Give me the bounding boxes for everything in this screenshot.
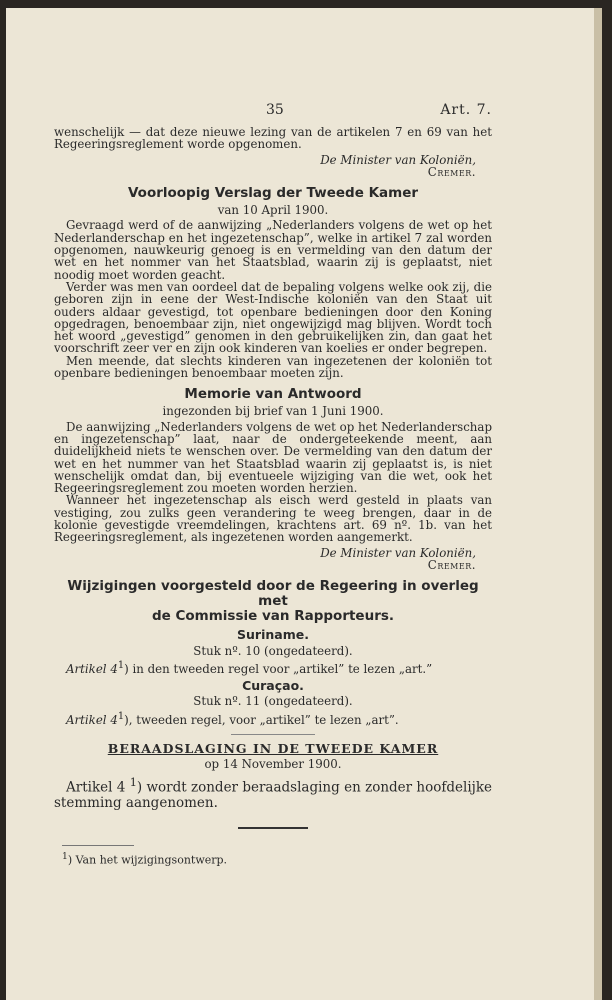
memorie-signature-name: Cremer. bbox=[427, 557, 476, 572]
memorie-signature-title: De Minister van Koloniën, bbox=[320, 545, 476, 560]
intro-signature-name: Cremer. bbox=[427, 164, 476, 179]
running-header bbox=[54, 104, 492, 124]
wijzigingen-heading-line-1: Wijzigingen voorgesteld door de Regeering in overleg met bbox=[67, 578, 479, 610]
wijzigingen-heading-line-2: de Commissie van Rapporteurs. bbox=[151, 608, 395, 625]
curacao-heading: Curaçao. bbox=[242, 678, 304, 694]
page-content bbox=[54, 104, 492, 867]
verslag-paragraph-3: Men meende, dat slechts kinderen van ingezetenen der koloniën tot openbare bedieningen benoembaar moeten zijn. bbox=[54, 353, 492, 381]
memorie-paragraph-2: Wanneer het ingezetenschap als eisch werd gesteld in plaats van vestiging, zou zulks geen verandering te weeg brengen, daar in de kolonie gevestigde vreemdelingen, krachtens art. 69 nº. 1b. van het Regeeringsreglement, als ingezetenen worden aangemerkt. bbox=[54, 493, 492, 545]
beraadslaging-heading: BERAADSLAGING IN DE TWEEDE KAMER bbox=[107, 740, 439, 756]
memorie-date: ingezonden bij brief van 1 Juni 1900. bbox=[162, 404, 384, 419]
intro-signature-title: De Minister van Koloniën, bbox=[320, 152, 476, 167]
verslag-paragraph-1: Gevraagd werd of de aanwijzing „Nederlanders volgens de wet op het Nederlanderschap en het ingezetenschap”, welke in artikel 7 zal worden opgenomen, nauwkeurig genoeg is en vermelding van den datum der wet en het nommer van het Staatsblad, waarin zij is geplaatst, niet noodig moet worden geacht. bbox=[54, 218, 492, 282]
verslag-heading: Voorloopig Verslag der Tweede Kamer bbox=[127, 185, 419, 202]
suriname-amendment: Artikel $4^1$) in den tweeden regel voor „artikel” te lezen „art.” bbox=[66, 659, 433, 676]
beraadslaging-footnote-ref: 1 bbox=[129, 776, 137, 790]
beraadslaging-date: op 14 November 1900. bbox=[204, 757, 342, 772]
beraadslaging-text: Artikel 4 $^1$) wordt zonder beraadslaging en zonder hoofdelijke stemming aangenomen. bbox=[54, 776, 492, 811]
beraadslaging-text-rest: wordt zonder beraadslaging en zonder hoofdelijke stemming aangenomen. bbox=[54, 779, 492, 811]
curacao-article-ref: Artikel 4 bbox=[66, 712, 118, 727]
article-header: Art. 7. bbox=[440, 102, 492, 118]
suriname-footnote-ref: 1 bbox=[117, 659, 125, 671]
curacao-amendment-text: , tweeden regel, voor „artikel” te lezen „art”. bbox=[128, 712, 399, 727]
footnote-marker: 1 bbox=[62, 850, 68, 862]
suriname-stuk: Stuk nº. 10 (ongedateerd). bbox=[193, 643, 353, 658]
suriname-heading: Suriname. bbox=[237, 627, 309, 643]
verslag-paragraph-2: Verder was men van oordeel dat de bepaling volgens welke ook zij, die geboren zijn in eene der West-Indische koloniën van den Staat uit ouders aldaar gevestigd, tot openbare bedieningen door den Koning opgedragen, benoembaar zijn, niet ongewijzigd mag blijven. Wordt toch het woord „gevestigd” genomen in den gebruikelijken zin, dan gaat het voorschrift zeer ver en zijn ook kinderen van koelies er onder begrepen. bbox=[54, 279, 492, 356]
verslag-date: van 10 April 1900. bbox=[217, 203, 329, 218]
memorie-paragraph-1: De aanwijzing „Nederlanders volgens de wet op het Nederlanderschap en ingezetenschap” laat, naar de ondergeteekende meent, aan duidelijkheid niets te wenschen over. De vermelding van den datum der wet en het nummer van het Staatsblad waarin zij geplaatst is, is niet wenschelijk omdat dan, bij eventueele wijziging van die wet, ook het Regeeringsreglement zou moeten worden herzien. bbox=[54, 419, 492, 496]
curacao-footnote-ref: 1 bbox=[117, 710, 125, 722]
curacao-amendment: Artikel $4^1$), tweeden regel, voor „artikel” te lezen „art”. bbox=[66, 710, 399, 727]
suriname-amendment-text: in den tweeden regel voor „artikel” te lezen „art.” bbox=[128, 661, 433, 676]
memorie-heading: Memorie van Antwoord bbox=[184, 386, 362, 403]
curacao-stuk: Stuk nº. 11 (ongedateerd). bbox=[193, 694, 353, 709]
intro-paragraph: wenschelijk — dat deze nieuwe lezing van de artikelen 7 en 69 van het Regeeringsreglement worde opgenomen. bbox=[54, 125, 492, 152]
footnote: $^1$) Van het wijzigingsontwerp. bbox=[62, 850, 228, 867]
beraadslaging-article-ref: Artikel 4 bbox=[66, 779, 126, 796]
footnote-text: Van het wijzigingsontwerp. bbox=[75, 853, 228, 867]
page-number: 35 bbox=[266, 102, 284, 118]
suriname-article-ref: Artikel 4 bbox=[66, 661, 118, 676]
page-edge bbox=[594, 8, 602, 1000]
document-page bbox=[6, 8, 602, 1000]
